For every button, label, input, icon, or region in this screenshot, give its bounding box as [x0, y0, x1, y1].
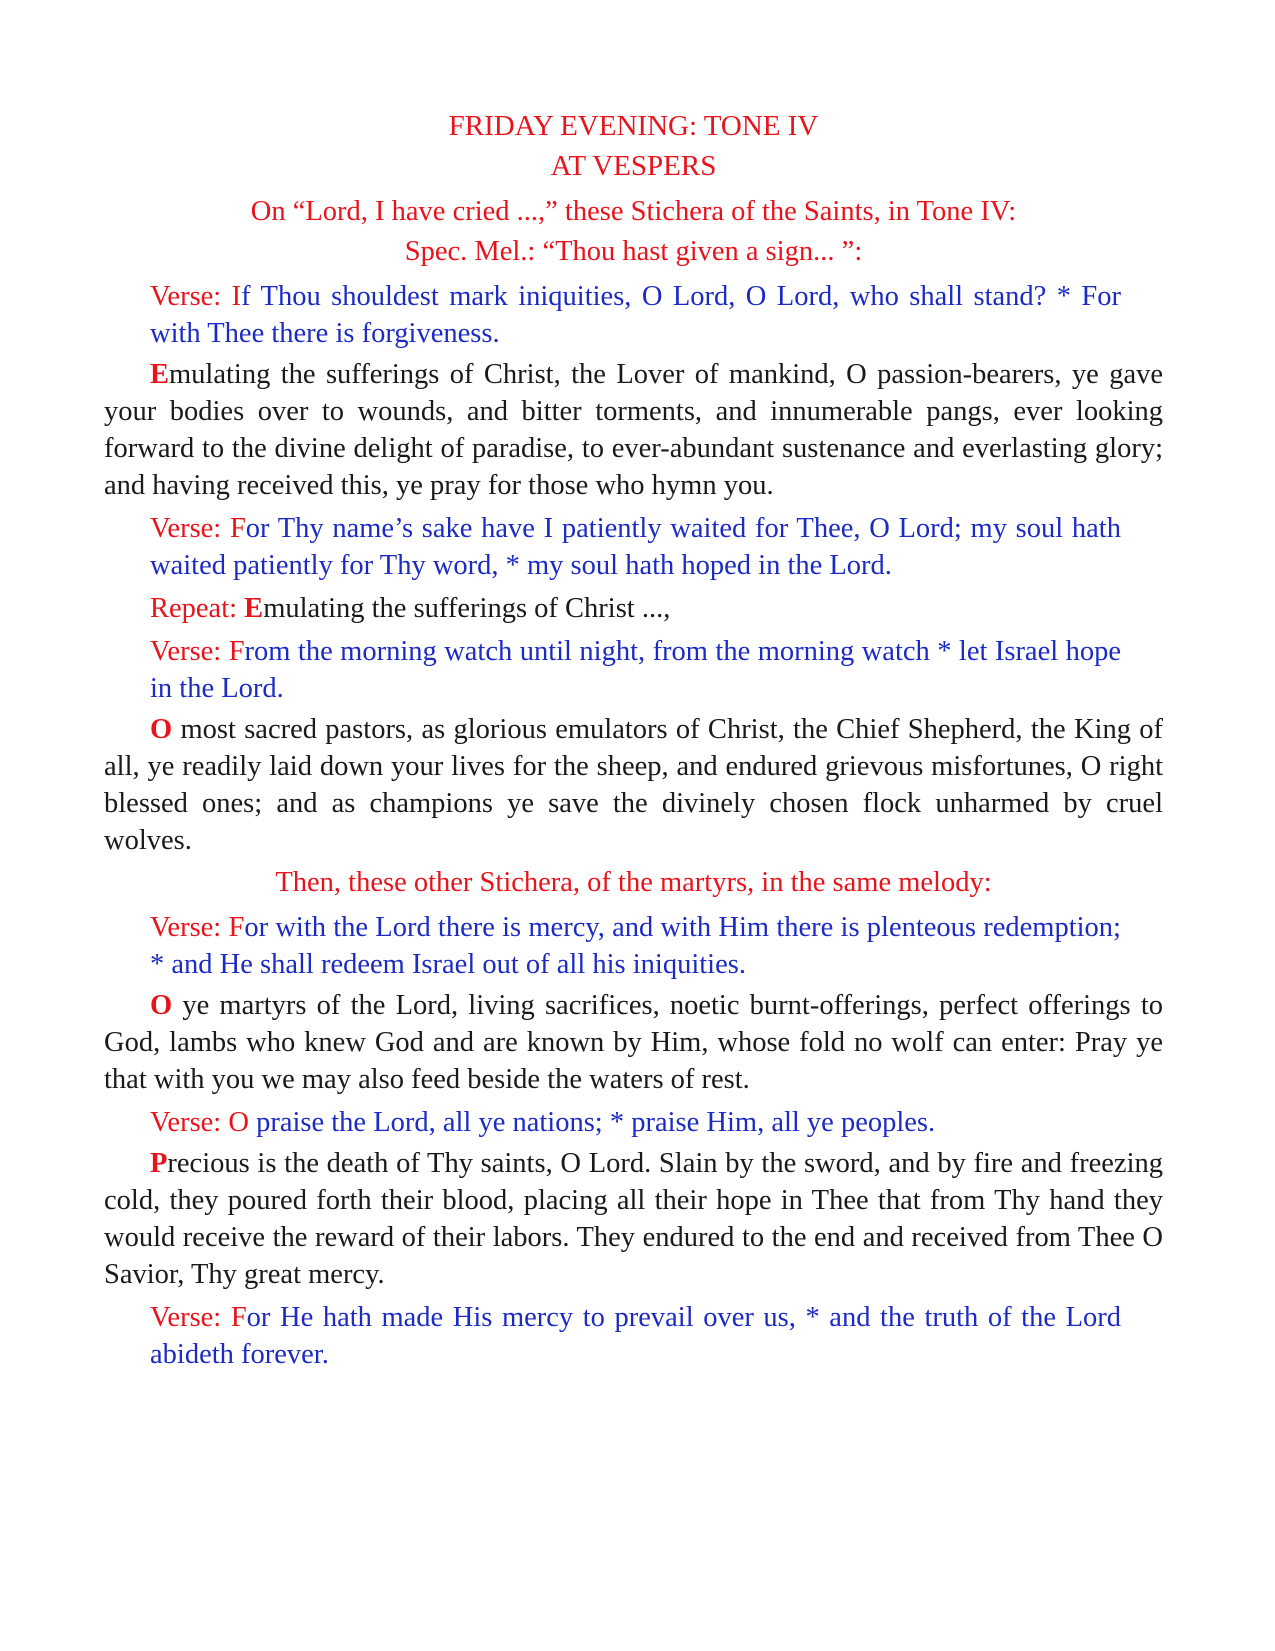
repeat-text: mulating the sufferings of Christ ..., — [263, 593, 671, 624]
drop-cap: O — [150, 990, 173, 1021]
verse-5 — [150, 1104, 1121, 1141]
verse-text: praise the Lord, all ye nations; * praise Him, all ye peoples. — [248, 1107, 936, 1138]
verse-6 — [150, 1299, 1121, 1373]
verse-initial: F — [228, 912, 245, 943]
sticheron-3 — [104, 987, 1163, 1098]
drop-cap: P — [150, 1148, 168, 1179]
sticheron-text: ye martyrs of the Lord, living sacrifices, noetic burnt-offerings, perfect offerings to God, lambs who knew God and are known by Him, whose fold no wolf can enter: Pray ye that with you we may also feed beside the waters of rest. — [104, 990, 1163, 1095]
sticheron-1 — [104, 356, 1163, 504]
verse-initial: F — [228, 636, 245, 667]
verse-label: Verse: — [150, 912, 229, 943]
rubric-martyrs: Then, these other Stichera, of the martyrs, in the same melody: — [275, 867, 992, 898]
verse-text: or with the Lord there is mercy, and with Him there is plenteous redemption; * and He shall redeem Israel out of all his iniquities. — [150, 912, 1121, 980]
verse-text: f Thou shouldest mark iniquities, O Lord, O Lord, who shall stand? * For with Thee there is forgiveness. — [150, 281, 1121, 349]
repeat-line — [150, 590, 1163, 627]
sticheron-text: most sacred pastors, as glorious emulators of Christ, the Chief Shepherd, the King of all, ye readily laid down your lives for the sheep, and endured grievous misfortunes, O right blessed ones; and as champions ye save the divinely chosen flock unharmed by cruel wolves. — [104, 714, 1163, 856]
drop-cap: E — [244, 593, 264, 624]
rubric-melody: Spec. Mel.: “Thou hast given a sign... ”: — [404, 236, 863, 267]
verse-text: rom the morning watch until night, from the morning watch * let Israel hope in the Lord. — [150, 636, 1121, 704]
page-subtitle: AT VESPERS — [550, 150, 717, 182]
verse-label: Verse: — [150, 281, 232, 312]
repeat-label: Repeat: — [150, 593, 245, 624]
verse-label: Verse: — [150, 1302, 231, 1333]
verse-initial: F — [229, 513, 246, 544]
drop-cap: E — [150, 359, 170, 390]
verse-label: Verse: — [150, 513, 230, 544]
verse-label: Verse: — [150, 1107, 229, 1138]
sticheron-text: recious is the death of Thy saints, O Lord. Slain by the sword, and by fire and freezing cold, they poured forth their blood, placing all their hope in Thee that from Thy hand they would receive the reward of their labors. They endured to the end and received from Thee O Savior, Thy great mercy. — [104, 1148, 1163, 1290]
page-title: FRIDAY EVENING: TONE IV — [448, 110, 819, 142]
sticheron-text: mulating the sufferings of Christ, the Lover of mankind, O passion-bearers, ye gave your bodies over to wounds, and bitter torments, and innumerable pangs, ever looking forward to the divine delight of paradise, to ever-abundant sustenance and everlasting glory; and having received this, ye pray for those who hymn you. — [104, 359, 1163, 501]
verse-1 — [150, 278, 1121, 352]
verse-text: or Thy name’s sake have I patiently waited for Thee, O Lord; my soul hath waited patiently for Thy word, * my soul hath hoped in the Lord. — [150, 513, 1121, 581]
verse-4 — [150, 909, 1121, 983]
verse-3 — [150, 633, 1121, 707]
verse-text: or He hath made His mercy to prevail over us, * and the truth of the Lord abideth forever. — [150, 1302, 1121, 1370]
sticheron-2 — [104, 711, 1163, 859]
verse-label: Verse: — [150, 636, 229, 667]
verse-2 — [150, 510, 1121, 584]
verse-initial: F — [230, 1302, 247, 1333]
verse-initial: O — [228, 1107, 249, 1138]
drop-cap: O — [150, 714, 173, 745]
rubric-intro: On “Lord, I have cried ...,” these Stichera of the Saints, in Tone IV: — [250, 196, 1017, 227]
verse-initial: I — [231, 281, 242, 312]
sticheron-4 — [104, 1145, 1163, 1293]
